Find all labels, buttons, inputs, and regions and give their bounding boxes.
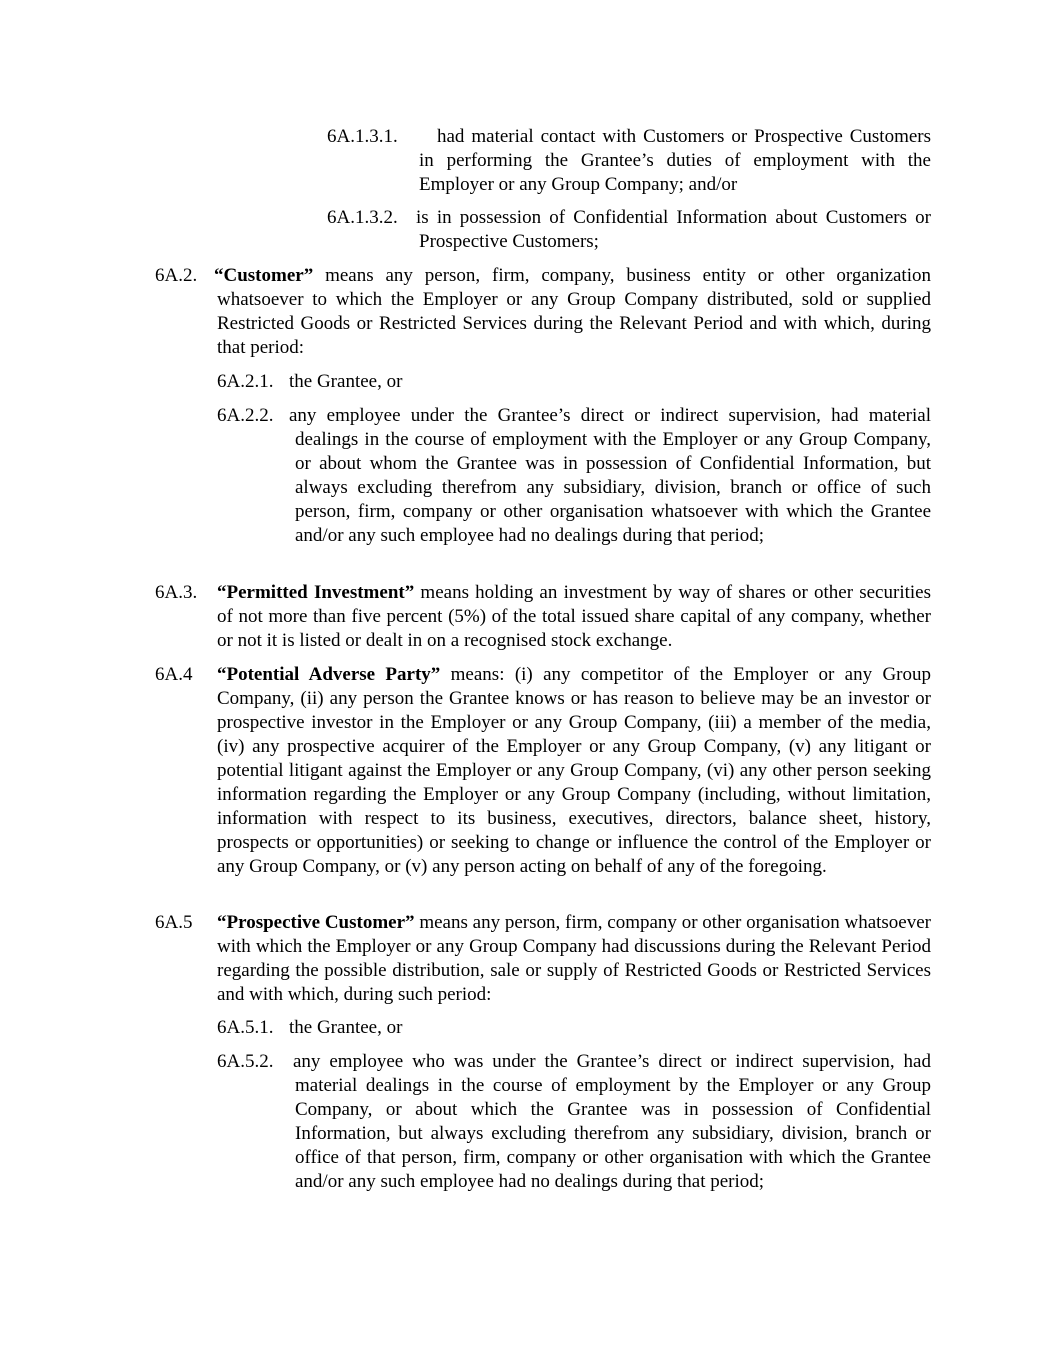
clause-6a-2-2-body xyxy=(289,404,931,548)
clause-6a-4-body xyxy=(217,663,931,879)
clause-text: any employee under the Grantee’s direct or indirect supervision, had material dealings in the course of employment with the Employer or any Group Company, or about whom the Grantee was in possession of Confidential Information, but always excluding therefrom any subsidiary, division, branch or office of such person, firm, company or other organisation whatsoever with which the Grantee and/or any such employee had no dealings during that period; xyxy=(289,405,931,546)
clause-text: is in possession of Confidential Information about Customers or Prospective Customers; xyxy=(416,207,931,252)
clause-6a-1-3-1-body xyxy=(419,125,931,197)
clause-number: 6A.5.2. xyxy=(217,1051,274,1072)
clause-number: 6A.2.2. xyxy=(217,405,274,426)
clause-number: 6A.1.3.2. xyxy=(327,207,398,228)
clause-6a-2-body xyxy=(214,264,931,360)
clause-number: 6A.5 xyxy=(155,912,193,933)
clause-number: 6A.2.1. xyxy=(217,371,274,392)
clause-6a-2-1-body xyxy=(289,370,931,394)
clause-text: had material contact with Customers or Prospective Customers in performing the Grantee’s duties of employment with the Employer or any Group Company; and/or xyxy=(419,126,931,195)
clause-6a-5-body xyxy=(217,911,931,1007)
clause-6a-5-2-body xyxy=(295,1050,931,1194)
clause-text: any employee who was under the Grantee’s direct or indirect supervision, had material dealings in the course of employment by the Employer or any Group Company, or about which the Grantee was in possession of Confidential Information, but always excluding therefrom any subsidiary, division, branch or office of that person, firm, company or other organisation with which the Grantee and/or any such employee had no dealings during that period; xyxy=(293,1051,931,1192)
defined-term: “Prospective Customer” xyxy=(217,912,415,933)
defined-term: “Potential Adverse Party” xyxy=(217,664,441,685)
clause-text: means any person, firm, company or other organisation whatsoever with which the Employer or any Group Company had discussions during the Relevant Period regarding the possible distribution, sale or supply of Restricted Goods or Restricted Services and with which, during such period: xyxy=(217,912,932,1005)
clause-text: means holding an investment by way of shares or other securities of not more than five percent (5%) of the total issued share capital of any company, whether or not it is listed or dealt in on a recognised stock exchange. xyxy=(217,582,931,651)
clause-6a-1-3-2-body xyxy=(416,206,931,254)
defined-term: “Customer” xyxy=(214,265,314,286)
clause-number: 6A.3. xyxy=(155,582,198,603)
clause-number: 6A.5.1. xyxy=(217,1017,274,1038)
clause-number: 6A.4 xyxy=(155,664,193,685)
clause-number: 6A.2. xyxy=(155,265,198,286)
clause-6a-5-1-body xyxy=(289,1016,931,1040)
clause-text: the Grantee, or xyxy=(289,371,403,392)
defined-term: “Permitted Investment” xyxy=(217,582,415,603)
clause-text: means: (i) any competitor of the Employer or any Group Company, (ii) any person the Grantee knows or has reason to believe may be an investor or prospective investor in the Employer or any Group Company, (iii) a member of the media, (iv) any prospective acquirer of the Employer or any Group Company, (v) any litigant or potential litigant against the Employer or any Group Company, (vi) any other person seeking information regarding the Employer or any Group Company (including, without limitation, information with respect to its business, executives, directors, balance sheet, history, prospects or opportunities) or seeking to change or influence the control of the Employer or any Group Company, or (v) any person acting on behalf of any of the foregoing. xyxy=(217,664,932,877)
clause-number: 6A.1.3.1. xyxy=(327,126,398,147)
clause-6a-3-body xyxy=(217,581,931,653)
clause-text: means any person, firm, company, business entity or other organization whatsoever to which the Employer or any Group Company distributed, sold or supplied Restricted Goods or Restricted Services during the Relevant Period and with which, during that period: xyxy=(217,265,931,358)
clause-text: the Grantee, or xyxy=(289,1017,403,1038)
